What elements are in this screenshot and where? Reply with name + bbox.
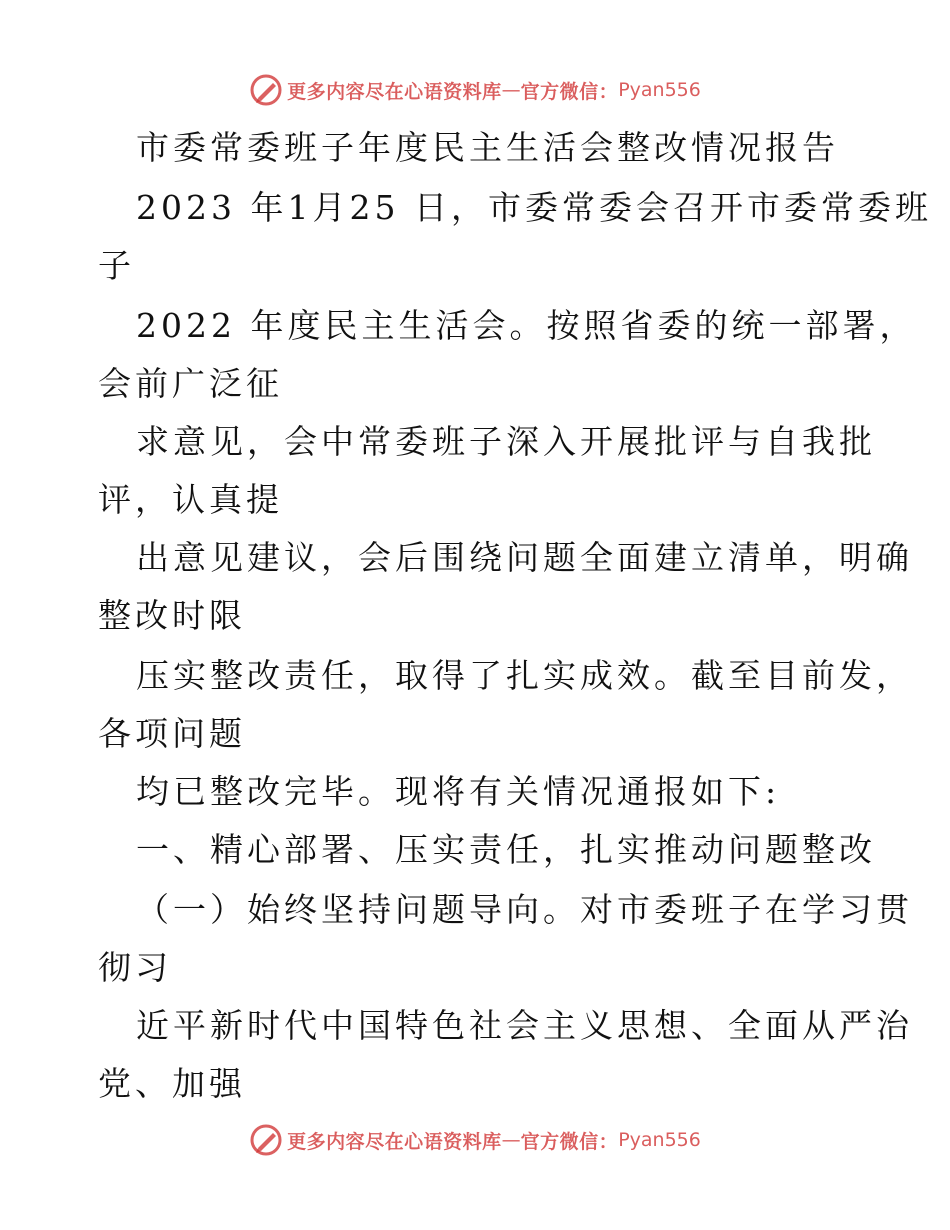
watermark-text: 更多内容尽在心语资料库 [287, 1130, 502, 1153]
watermark-wechat-label: 官方微信： [520, 1130, 619, 1153]
paragraph-line: 评，认真提 [98, 480, 283, 519]
pen-logo-icon [249, 1123, 283, 1157]
watermark-text: 更多内容尽在心语资料库 [287, 80, 502, 103]
paragraph-line: 党、加强 [98, 1064, 246, 1103]
watermark-handle: Pyan556 [618, 79, 701, 101]
paragraph-line: 压实整改责任，取得了扎实成效。截至目前发， [136, 656, 913, 695]
paragraph-line: 会前广泛征 [98, 364, 283, 403]
paragraph-line: 2023 年1月25 日，市委常委会召开市委常委班 [136, 188, 932, 227]
watermark-dash: — [501, 79, 521, 101]
watermark-footer [0, 1120, 950, 1160]
paragraph-line: 均已整改完毕。现将有关情况通报如下: [136, 772, 781, 811]
paragraph-line: 各项问题 [98, 714, 246, 753]
paragraph-line: 求意见，会中常委班子深入开展批评与自我批 [136, 422, 876, 461]
watermark-handle: Pyan556 [618, 1129, 701, 1151]
watermark-wechat-label: 官方微信： [520, 80, 619, 103]
paragraph-line: 2022 年度民主生活会。按照省委的统一部署， [136, 306, 917, 345]
paragraph-line: 彻习 [98, 948, 172, 987]
paragraph-line: 子 [98, 246, 135, 285]
paragraph-line: 出意见建议，会后围绕问题全面建立清单，明确 [136, 538, 913, 577]
paragraph-line: 近平新时代中国特色社会主义思想、全面从严治 [136, 1006, 913, 1045]
paragraph-line: 整改时限 [98, 596, 246, 635]
section-heading: 一、精心部署、压实责任，扎实推动问题整改 [136, 830, 876, 869]
watermark-dash: — [501, 1129, 521, 1151]
document-title: 市委常委班子年度民主生活会整改情况报告 [136, 128, 839, 167]
subsection-heading: （一）始终坚持问题导向。对市委班子在学习贯 [136, 890, 913, 929]
